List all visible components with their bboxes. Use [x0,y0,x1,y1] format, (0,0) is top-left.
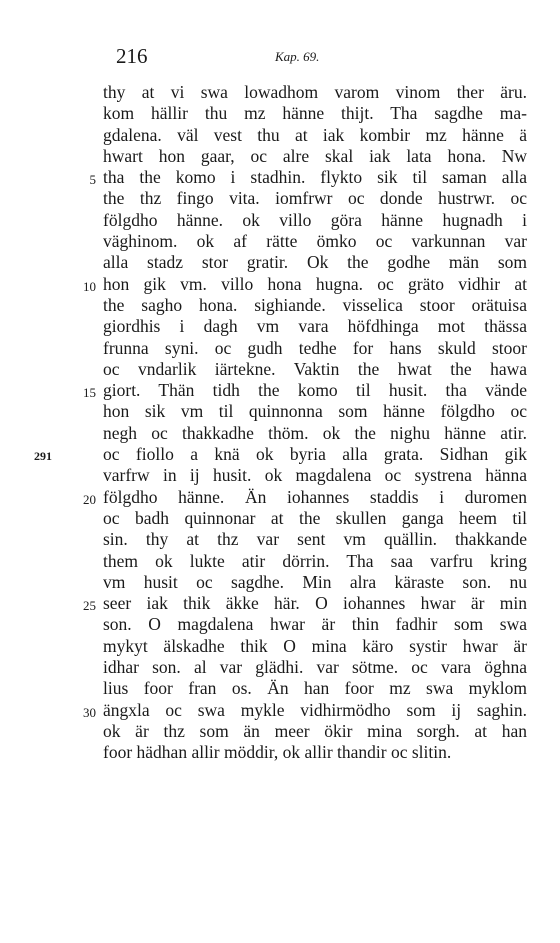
page-number: 216 [116,44,148,68]
text-line [0,167,560,188]
margin-page-reference: 291 [34,449,52,464]
line-number: 5 [89,172,96,188]
line-text: oc badh quinnonar at the skullen ganga heem til [103,507,527,528]
text-line [0,508,560,529]
text-line [0,146,560,167]
text-line [0,444,560,465]
text-body [0,82,560,764]
text-line [0,210,560,231]
line-text: giordhis i dagh vm vara höfdhinga mot thässa [103,316,527,337]
text-line [0,678,560,699]
text-line [0,465,560,486]
line-text: son. O magdalena hwar är thin fadhir som swa [103,614,527,635]
line-text: väghinom. ok af rätte ömko oc varkunnan var [103,231,527,252]
line-text: idhar son. al var glädhi. var sötme. oc vara öghna [103,657,527,678]
text-line [0,338,560,359]
text-line [0,380,560,401]
text-line [0,359,560,380]
line-text: the thz fingo vita. iomfrwr oc donde hustrwr. oc [103,188,527,209]
line-text: fölgdho hänne. ok villo göra hänne hugnadh i [103,209,527,230]
line-number: 25 [83,598,96,614]
line-text: mykyt älskadhe thik O mina käro systir hwar är [103,635,527,656]
text-line [0,614,560,635]
text-line [0,125,560,146]
line-text: them ok lukte atir dörrin. Tha saa varfru kring [103,550,527,571]
text-line [0,423,560,444]
page-header [0,44,560,72]
line-text: varfrw in ij husit. ok magdalena oc systrena hänna [103,465,527,486]
line-text: tha the komo i stadhin. flykto sik til saman alla [103,167,527,188]
text-line [0,487,560,508]
text-line [0,231,560,252]
text-line [0,252,560,273]
text-line [0,551,560,572]
line-text: oc fiollo a knä ok byria alla grata. Sidhan gik [103,444,527,465]
line-text: oc vndarlik iärtekne. Vaktin the hwat the hawa [103,358,527,379]
text-line [0,742,560,763]
text-line [0,700,560,721]
text-line [0,657,560,678]
line-text: vm husit oc sagdhe. Min alra käraste son. nu [103,571,527,592]
line-text: giort. Thän tidh the komo til husit. tha vände [103,380,527,401]
line-text: gdalena. väl vest thu at iak kombir mz hänne ä [103,124,527,145]
line-number: 20 [83,491,96,507]
text-line [0,274,560,295]
text-line [0,295,560,316]
line-text: frunna syni. oc gudh tedhe for hans skuld stoor [103,337,527,358]
text-line [0,401,560,422]
line-text: foor hädhan allir möddir, ok allir thandir oc slitin. [103,742,452,763]
line-text: hon gik vm. villo hona hugna. oc gräto vidhir at [103,273,527,294]
line-text: ok är thz som än meer ökir mina sorgh. at han [103,720,527,741]
line-text: lius foor fran os. Än han foor mz swa myklom [103,678,527,699]
line-number: 10 [83,278,96,294]
line-text: ängxla oc swa mykle vidhirmödho som ij saghin. [103,699,527,720]
line-text: the sagho hona. sighiande. visselica stoor orätuisa [103,294,527,315]
line-text: seer iak thik äkke här. O iohannes hwar är min [103,593,527,614]
line-text: hwart hon gaar, oc alre skal iak lata hona. Nw [103,145,527,166]
line-text: negh oc thakkadhe thöm. ok the nighu hänne atir. [103,422,527,443]
text-line [0,593,560,614]
text-line [0,188,560,209]
text-line [0,82,560,103]
line-number: 30 [83,704,96,720]
line-text: hon sik vm til quinnonna som hänne fölgdho oc [103,401,527,422]
line-number: 15 [83,385,96,401]
text-line [0,103,560,124]
line-text: alla stadz stor gratir. Ok the godhe män som [103,252,527,273]
text-line [0,529,560,550]
text-line [0,721,560,742]
line-text: thy at vi swa lowadhom varom vinom ther äru. [103,82,527,102]
line-text: sin. thy at thz var sent vm quällin. thakkande [103,529,527,550]
line-text: kom hällir thu mz hänne thijt. Tha sagdhe ma- [103,103,527,124]
text-line [0,636,560,657]
text-line [0,316,560,337]
line-text: fölgdho hänne. Än iohannes staddis i duromen [103,486,527,507]
text-line [0,572,560,593]
running-head: Kap. 69. [275,49,320,64]
